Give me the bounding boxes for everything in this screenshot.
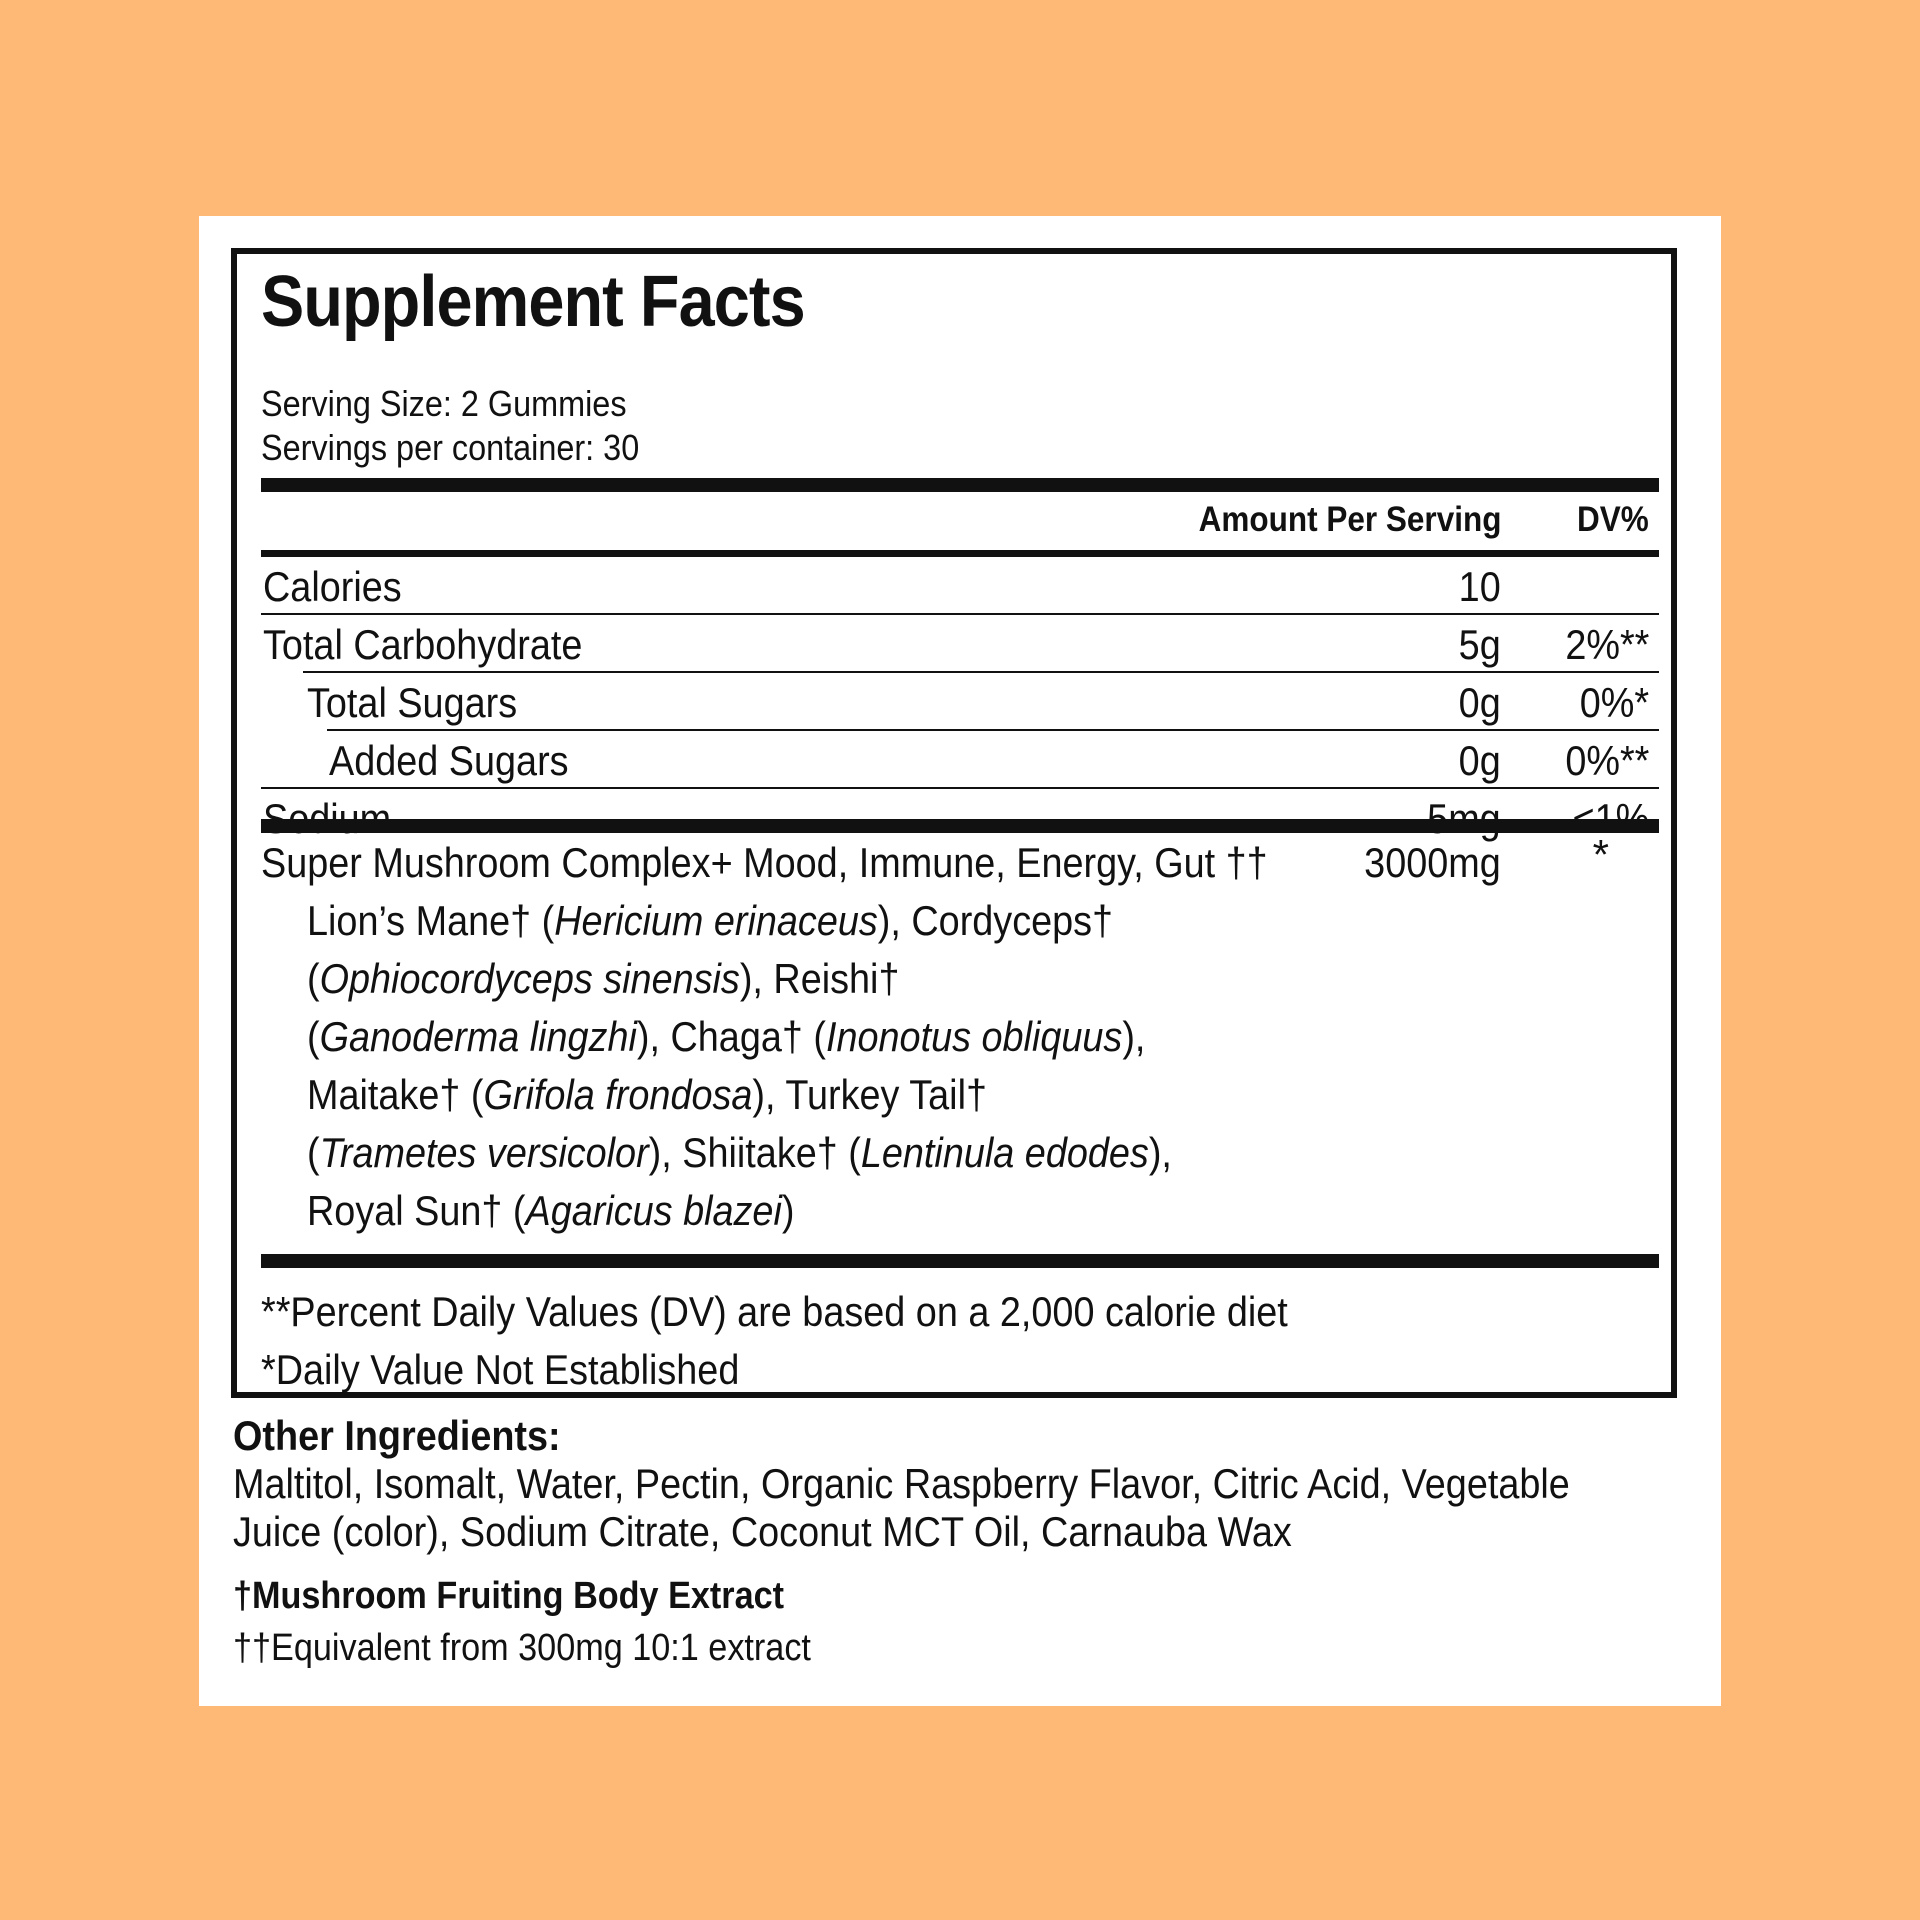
blend-ingredient-line — [307, 892, 1387, 950]
nutrient-label: Calories — [263, 563, 402, 610]
nutrient-row-total-carbohydrate — [261, 615, 1659, 673]
blend-ingredient-line — [307, 1066, 1387, 1124]
ingredient-text: Lion’s Mane† ( — [307, 897, 555, 944]
ingredient-text: ), — [1148, 1129, 1172, 1176]
latin-name: Grifola frondosa — [483, 1071, 753, 1118]
ingredient-text: ), Cordyceps† — [877, 897, 1114, 944]
nutrient-row-calories — [261, 557, 1659, 615]
amount-per-serving-header: Amount Per Serving — [1198, 500, 1501, 539]
header-rule — [261, 550, 1659, 557]
nutrient-dv: 2%** — [1564, 621, 1649, 668]
ingredient-text: ( — [307, 955, 320, 1002]
not-established-footnote: *Daily Value Not Established — [261, 1346, 740, 1393]
latin-name: Agaricus blazei — [525, 1187, 782, 1234]
thick-rule-bottom — [261, 1254, 1659, 1268]
other-ingredients-text: Maltitol, Isomalt, Water, Pectin, Organic Raspberry Flavor, Citric Acid, Vegetable Juice (color), Sodium Citrate, Coconut MCT Oil, Carnauba Wax — [233, 1460, 1570, 1555]
dv-basis-footnote: **Percent Daily Values (DV) are based on a 2,000 calorie diet — [261, 1288, 1288, 1335]
nutrient-label: Total Sugars — [307, 679, 518, 726]
blend-ingredient-line — [307, 1008, 1387, 1066]
nutrient-dv: 0%* — [1579, 679, 1649, 726]
nutrient-label: Total Carbohydrate — [263, 621, 583, 668]
label-card — [199, 216, 1721, 1706]
latin-name: Ophiocordyceps sinensis — [319, 955, 740, 1002]
nutrient-amount: 0g — [1458, 737, 1501, 784]
equivalent-note: ††Equivalent from 300mg 10:1 extract — [233, 1627, 811, 1669]
blend-ingredient-list — [307, 892, 1387, 1240]
blend-amount: 3000mg — [1364, 839, 1501, 886]
nutrient-amount: 10 — [1458, 563, 1501, 610]
blend-ingredient-line — [307, 950, 1387, 1008]
ingredient-text: Maitake† ( — [307, 1071, 484, 1118]
thick-rule-top — [261, 478, 1659, 492]
latin-name: Hericium erinaceus — [554, 897, 878, 944]
dv-header: DV% — [1577, 500, 1649, 539]
blend-ingredient-line — [307, 1182, 1387, 1240]
blend-dv: * — [1592, 831, 1609, 878]
serving-size: Serving Size: 2 Gummies — [261, 383, 627, 424]
ingredient-text: ), Shiitake† ( — [648, 1129, 861, 1176]
ingredient-text: ), — [1122, 1013, 1146, 1060]
ingredient-text: Royal Sun† ( — [307, 1187, 526, 1234]
ingredient-text: ), Turkey Tail† — [752, 1071, 988, 1118]
nutrient-dv: 0%** — [1564, 737, 1649, 784]
servings-per-container: Servings per container: 30 — [261, 427, 640, 468]
ingredient-text: ( — [307, 1013, 320, 1060]
other-ingredients-heading: Other Ingredients: — [233, 1412, 561, 1459]
blend-ingredient-line — [307, 1124, 1387, 1182]
ingredient-text: ), Chaga† ( — [636, 1013, 826, 1060]
nutrient-amount: 5g — [1458, 621, 1501, 668]
nutrient-amount: 0g — [1458, 679, 1501, 726]
blend-name: Super Mushroom Complex+ Mood, Immune, Energy, Gut †† — [261, 839, 1268, 886]
ingredient-text: ) — [781, 1187, 795, 1234]
latin-name: Lentinula edodes — [860, 1129, 1149, 1176]
supplement-facts-panel — [231, 248, 1677, 1398]
panel-title: Supplement Facts — [261, 262, 805, 342]
nutrient-label: Added Sugars — [329, 737, 569, 784]
ingredient-text: ( — [307, 1129, 320, 1176]
nutrient-row-added-sugars — [261, 731, 1659, 789]
ingredient-text: ), Reishi† — [739, 955, 900, 1002]
nutrient-row-total-sugars — [261, 673, 1659, 731]
latin-name: Inonotus obliquus — [825, 1013, 1123, 1060]
fruiting-body-note: †Mushroom Fruiting Body Extract — [233, 1575, 785, 1617]
latin-name: Trametes versicolor — [319, 1129, 649, 1176]
thick-rule-middle — [261, 819, 1659, 833]
other-ingredients-section — [233, 1412, 1673, 1556]
latin-name: Ganoderma lingzhi — [319, 1013, 637, 1060]
